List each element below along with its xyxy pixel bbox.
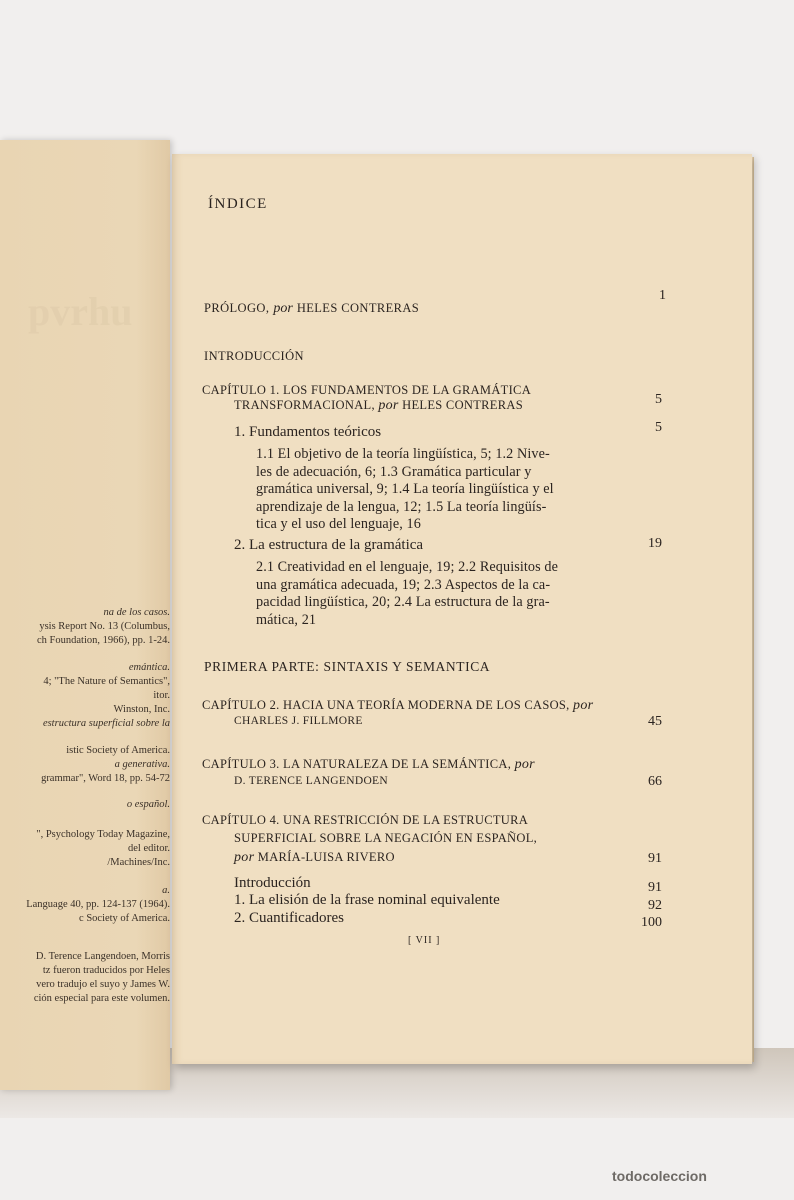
toc-body-line: aprendizaje de la lengua, 12; 1.5 La teoría lingüís-	[256, 498, 547, 515]
cap1-por: por	[378, 398, 399, 413]
left-page-line: o español.	[126, 799, 170, 810]
left-page-line: ", Psychology Today Magazine,	[36, 829, 170, 840]
left-page-line: ysis Report No. 13 (Columbus,	[39, 621, 170, 632]
cap4-author: MARÍA-LUISA RIVERO	[257, 850, 395, 864]
toc-body-line: les de adecuación, 6; 1.3 Gramática particular y	[256, 463, 532, 480]
left-page-line: itor.	[153, 690, 170, 701]
left-page-line: vero tradujo el suyo y James W.	[36, 979, 170, 990]
cap4-sub-0: Introducción	[234, 875, 311, 891]
cap4-por: por	[234, 850, 255, 865]
toc-body-line: 1.1 El objetivo de la teoría lingüística, 5; 1.2 Nive-	[256, 446, 550, 462]
left-page-line: del editor.	[128, 843, 170, 854]
left-page-line: na de los casos.	[103, 607, 170, 618]
cap1-author: HELES CONTRERAS	[402, 398, 523, 412]
toc-body-line: 2.1 Creatividad en el lenguaje, 19; 2.2 Requisitos de	[256, 559, 558, 575]
left-page-line: a generativa.	[114, 759, 170, 770]
cap4-label: CAPÍTULO 4.	[202, 813, 280, 827]
cap4-title1: UNA RESTRICCIÓN DE LA ESTRUCTURA	[283, 813, 529, 827]
introduccion-heading: INTRODUCCIÓN	[204, 349, 304, 363]
cap4-sub-1-page: 92	[648, 898, 662, 913]
cap4-title2: SUPERFICIAL SOBRE LA NEGACIÓN EN ESPAÑOL,	[234, 831, 538, 845]
cap4-line3	[234, 850, 395, 866]
cap2-line1	[202, 698, 593, 714]
prologo-label: PRÓLOGO,	[204, 301, 270, 315]
toc-body-line: gramática universal, 9; 1.4 La teoría lingüística y el	[256, 481, 554, 497]
cap1-title2: TRANSFORMACIONAL,	[234, 398, 375, 412]
cap1-s1-title: 1. Fundamentos teóricos	[234, 424, 382, 440]
prologo-entry	[204, 299, 419, 317]
left-page-line: Winston, Inc.	[113, 704, 170, 715]
cap1-line1	[202, 383, 531, 397]
cap3-line1	[202, 757, 535, 773]
cap1-title1: LOS FUNDAMENTOS DE LA GRAMÁTICA	[283, 383, 532, 397]
cap1-line2	[234, 398, 523, 414]
cap1-s2-page: 19	[648, 536, 662, 551]
left-page-line: a.	[162, 885, 170, 896]
cap2-por: por	[573, 698, 594, 713]
cap2-label: CAPÍTULO 2.	[202, 698, 280, 712]
cap1-label: CAPÍTULO 1.	[202, 383, 280, 397]
part1-heading: PRIMERA PARTE: SINTAXIS Y SEMANTICA	[204, 659, 491, 674]
left-page-line: 4; "The Nature of Semantics",	[43, 676, 170, 687]
left-page-line: emántica.	[128, 662, 170, 673]
left-page-line: estructura superficial sobre la	[42, 718, 170, 729]
bleed-through-text: pvrhu	[28, 289, 133, 334]
cap1-s2-title: 2. La estructura de la gramática	[234, 537, 424, 553]
left-page-line: Language 40, pp. 124-137 (1964).	[26, 899, 170, 910]
cap3-author: D. TERENCE LANGENDOEN	[234, 775, 388, 787]
cap4-sub-0-page: 91	[648, 880, 662, 895]
cap2-author: CHARLES J. FILLMORE	[234, 715, 363, 727]
cap3-label: CAPÍTULO 3.	[202, 757, 280, 771]
toc-body-line: mática, 21	[256, 611, 317, 628]
cap3-page: 66	[648, 774, 662, 789]
left-facing-page	[0, 140, 170, 1090]
page-folio: [ VII ]	[408, 935, 441, 946]
cap4-line1	[202, 813, 528, 827]
left-page-line: D. Terence Langendoen, Morris	[35, 951, 170, 962]
cap4-sub-2: 2. Cuantificadores	[234, 910, 344, 926]
cap3-title: LA NATURALEZA DE LA SEMÁNTICA,	[283, 757, 512, 771]
left-page-line: c Society of America.	[79, 913, 170, 924]
cap4-page: 91	[648, 851, 662, 866]
left-page-line: /Machines/Inc.	[107, 857, 170, 868]
prologo-por: por	[273, 301, 293, 316]
left-page-line: ch Foundation, 1966), pp. 1-24.	[37, 635, 170, 646]
cap3-por: por	[514, 757, 535, 772]
left-page-line: tz fueron traducidos por Heles	[42, 965, 170, 976]
toc-body-line: pacidad lingüística, 20; 2.4 La estructura de la gra-	[256, 594, 550, 610]
cap1-page: 5	[655, 392, 662, 407]
cap2-title: HACIA UNA TEORÍA MODERNA DE LOS CASOS,	[283, 698, 570, 712]
watermark-logo: todocoleccion	[612, 1168, 707, 1184]
cap2-page: 45	[648, 714, 662, 729]
cap4-sub-2-page: 100	[641, 915, 662, 930]
left-page-line: istic Society of America.	[66, 745, 170, 756]
cap4-sub-1: 1. La elisión de la frase nominal equivalente	[234, 892, 500, 908]
cap1-s1-page: 5	[655, 420, 662, 435]
toc-body-line: una gramática adecuada, 19; 2.3 Aspectos de la ca-	[256, 576, 551, 593]
toc-body-line: tica y el uso del lenguaje, 16	[256, 516, 421, 532]
toc-page	[172, 154, 752, 1064]
prologo-page: 1	[659, 288, 666, 303]
left-page-line: ción especial para este volumen.	[33, 993, 170, 1004]
left-page-line: grammar", Word 18, pp. 54-72	[41, 773, 170, 784]
prologo-author: HELES CONTRERAS	[296, 301, 420, 315]
toc-title: ÍNDICE	[208, 196, 268, 212]
